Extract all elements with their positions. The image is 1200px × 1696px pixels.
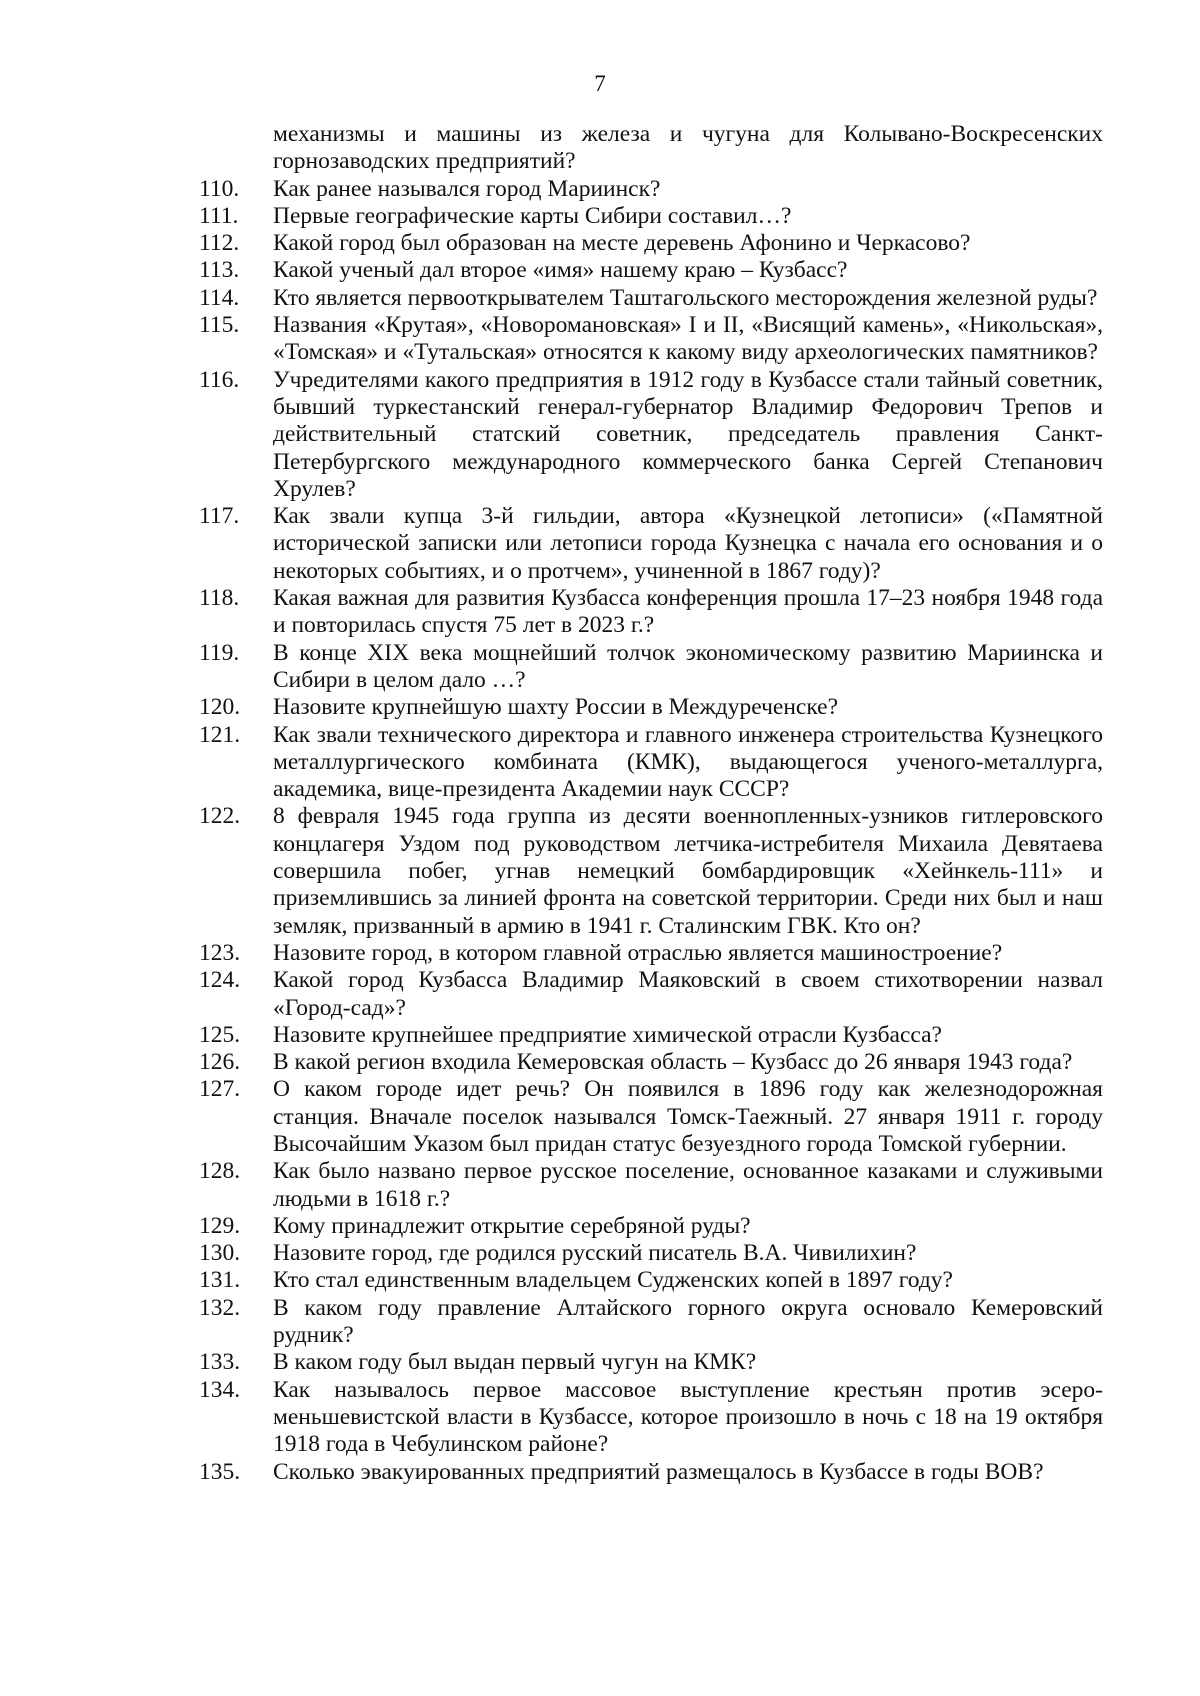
question-item — [199, 176, 1103, 203]
question-number: 112. — [199, 230, 240, 257]
question-item — [199, 1076, 1103, 1158]
question-text: Как называлось первое массовое выступление крестьян против эсеро-меньшевистской власти в Кузбассе, которое произошло в ночь с 18 на 19 октября 1918 года в Чебулинском районе? — [273, 1376, 1103, 1458]
question-item — [199, 1295, 1103, 1350]
question-text: Кому принадлежит открытие серебряной руды? — [273, 1212, 751, 1239]
question-item — [199, 1267, 1103, 1294]
question-text: В конце XIX века мощнейший толчок экономическому развитию Мариинска и Сибири в целом дало …? — [273, 639, 1103, 693]
page-number: 7 — [594, 71, 606, 96]
question-text: Учредителями какого предприятия в 1912 году в Кузбассе стали тайный советник, бывший туркестанский генерал-губернатор Владимир Федорович Трепов и действительный статский советник, председатель правления Санкт-Петербургского международного коммерческого банка Сергей Степанович Хрулев? — [273, 366, 1103, 502]
question-text: Названия «Крутая», «Новоромановская» I и II, «Висящий камень», «Никольская», «Томская» и «Тутальская» относятся к какому виду археологических памятников? — [273, 312, 1103, 366]
question-text: О каком городе идет речь? Он появился в 1896 году как железнодорожная станция. Вначале поселок назывался Томск-Таежный. 27 января 1911 г. городу Высочайшим Указом был придан статус безуездного города Томской губернии. — [273, 1076, 1103, 1157]
question-number: 116. — [199, 366, 240, 393]
question-list — [199, 121, 1103, 1486]
question-number: 134. — [199, 1376, 241, 1403]
question-text: Назовите город, где родился русский писатель В.А. Чивилихин? — [273, 1240, 917, 1267]
question-number: 135. — [199, 1458, 241, 1485]
question-number: 131. — [199, 1267, 241, 1294]
question-number: 117. — [199, 503, 240, 530]
question-text: 8 февраля 1945 года группа из десяти военнопленных-узников гитлеровского концлагеря Уздом под руководством летчика-истребителя Михаила Девятаева совершила побег, угнав немецкий бомбардировщик «Хейнкель-111» и приземлившись за линией фронта на советской территории. Среди них был и наш земляк, призванный в армию в 1941 г. Сталинским ГВК. Кто он? — [273, 803, 1103, 939]
question-number: 125. — [199, 1021, 241, 1048]
question-item — [199, 967, 1103, 1022]
question-item — [199, 312, 1103, 367]
question-item — [199, 1240, 1103, 1267]
question-text: Как было названо первое русское поселение, основанное казаками и служивыми людьми в 1618 г.? — [273, 1158, 1103, 1212]
question-item — [199, 1349, 1103, 1376]
question-text: Какой город Кузбасса Владимир Маяковский в своем стихотворении назвал «Город-сад»? — [273, 967, 1103, 1021]
question-text: Какой ученый дал второе «имя» нашему краю – Кузбасс? — [273, 257, 848, 284]
question-text: В какой регион входила Кемеровская область – Кузбасс до 26 января 1943 года? — [273, 1049, 1073, 1076]
question-item — [199, 503, 1103, 585]
continuation-text: механизмы и машины из железа и чугуна для Колывано-Воскресенских горнозаводских предприятий? — [273, 121, 1103, 175]
question-text: Кто является первооткрывателем Таштагольского месторождения железной руды? — [273, 284, 1098, 311]
question-text: Первые географические карты Сибири составил…? — [273, 202, 792, 229]
question-number: 111. — [199, 202, 239, 229]
question-item — [199, 285, 1103, 312]
question-number: 126. — [199, 1049, 241, 1076]
question-number: 122. — [199, 803, 241, 830]
question-number: 129. — [199, 1212, 241, 1239]
question-item — [199, 640, 1103, 695]
question-item — [199, 1158, 1103, 1213]
question-number: 118. — [199, 585, 240, 612]
question-item — [199, 203, 1103, 230]
question-text: Как звали купца 3-й гильдии, автора «Кузнецкой летописи» («Памятной исторической записки или летописи города Кузнецка с начала его основания и о некоторых событиях, и о протчем», учиненной в 1867 году)? — [273, 503, 1103, 584]
question-text: Как звали технического директора и главного инженера строительства Кузнецкого металлургического комбината (КМК), выдающегося ученого-металлурга, академика, вице-президента Академии наук СССР? — [273, 721, 1103, 803]
question-number: 114. — [199, 284, 240, 311]
question-number: 128. — [199, 1158, 241, 1185]
question-number: 113. — [199, 257, 240, 284]
question-text: Назовите крупнейшую шахту России в Междуреченске? — [273, 694, 839, 721]
question-text: Назовите город, в котором главной отраслью является машиностроение? — [273, 939, 1003, 966]
question-item — [199, 1049, 1103, 1076]
question-number: 121. — [199, 721, 241, 748]
question-item — [199, 1459, 1103, 1486]
question-item — [199, 585, 1103, 640]
question-number: 127. — [199, 1076, 241, 1103]
question-number: 110. — [199, 175, 240, 202]
question-item — [199, 257, 1103, 284]
question-item — [199, 694, 1103, 721]
question-text: Назовите крупнейшее предприятие химической отрасли Кузбасса? — [273, 1021, 942, 1048]
question-number: 123. — [199, 939, 241, 966]
question-item — [199, 722, 1103, 804]
question-text: Как ранее назывался город Мариинск? — [273, 175, 661, 202]
questions-container — [199, 176, 1103, 1486]
question-item — [199, 940, 1103, 967]
question-number: 130. — [199, 1240, 241, 1267]
question-item — [199, 1022, 1103, 1049]
question-text: Кто стал единственным владельцем Судженских копей в 1897 году? — [273, 1267, 953, 1294]
question-text: Сколько эвакуированных предприятий размещалось в Кузбассе в годы ВОВ? — [273, 1458, 1044, 1485]
question-item — [199, 803, 1103, 939]
question-text: В каком году правление Алтайского горного округа основало Кемеровский рудник? — [273, 1294, 1103, 1349]
question-text: В каком году был выдан первый чугун на КМК? — [273, 1349, 757, 1376]
question-number: 124. — [199, 967, 241, 994]
question-number: 119. — [199, 639, 240, 666]
question-item — [199, 367, 1103, 503]
question-number: 132. — [199, 1294, 241, 1321]
question-item — [199, 230, 1103, 257]
question-item — [199, 1213, 1103, 1240]
question-item — [199, 1377, 1103, 1459]
question-number: 120. — [199, 694, 241, 721]
question-text: Какая важная для развития Кузбасса конференция прошла 17–23 ноября 1948 года и повторилась спустя 75 лет в 2023 г.? — [273, 585, 1103, 639]
question-number: 133. — [199, 1349, 241, 1376]
question-number: 115. — [199, 312, 240, 339]
question-text: Какой город был образован на месте деревень Афонино и Черкасово? — [273, 230, 971, 257]
